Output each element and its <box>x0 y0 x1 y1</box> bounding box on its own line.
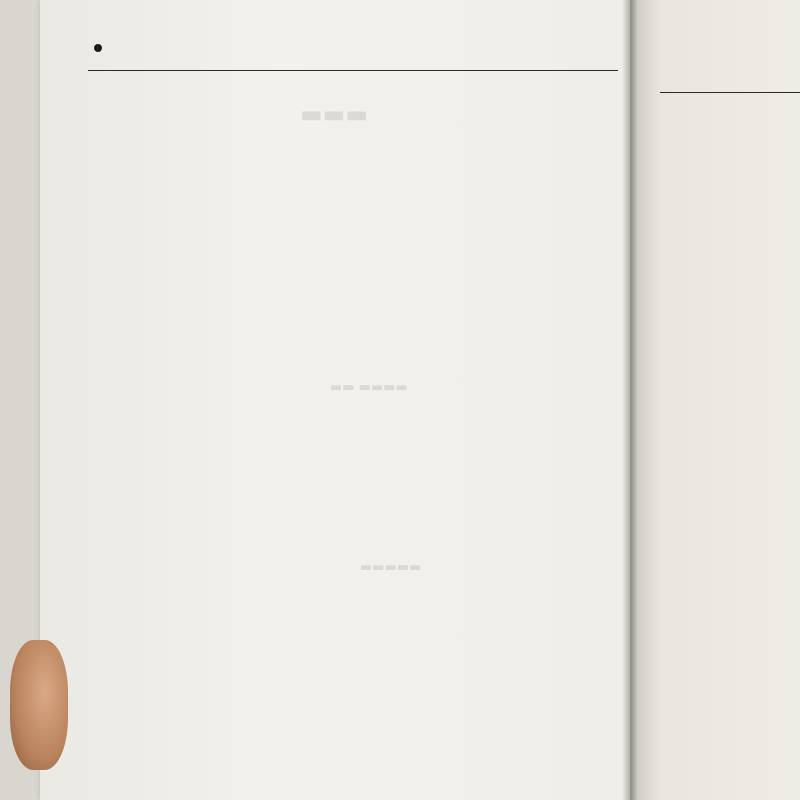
thumb <box>10 640 68 770</box>
book-gutter <box>622 0 638 800</box>
show-through-text: ▬▬▬ <box>300 100 369 128</box>
right-header-rule <box>660 92 800 93</box>
right-page <box>630 0 800 800</box>
running-header <box>88 44 108 52</box>
show-through-text: ▬▬ ▬▬▬▬ <box>330 380 408 395</box>
show-through-text: ▬▬▬▬▬ <box>360 560 422 575</box>
bullet-icon <box>94 44 102 52</box>
header-rule <box>88 70 618 71</box>
